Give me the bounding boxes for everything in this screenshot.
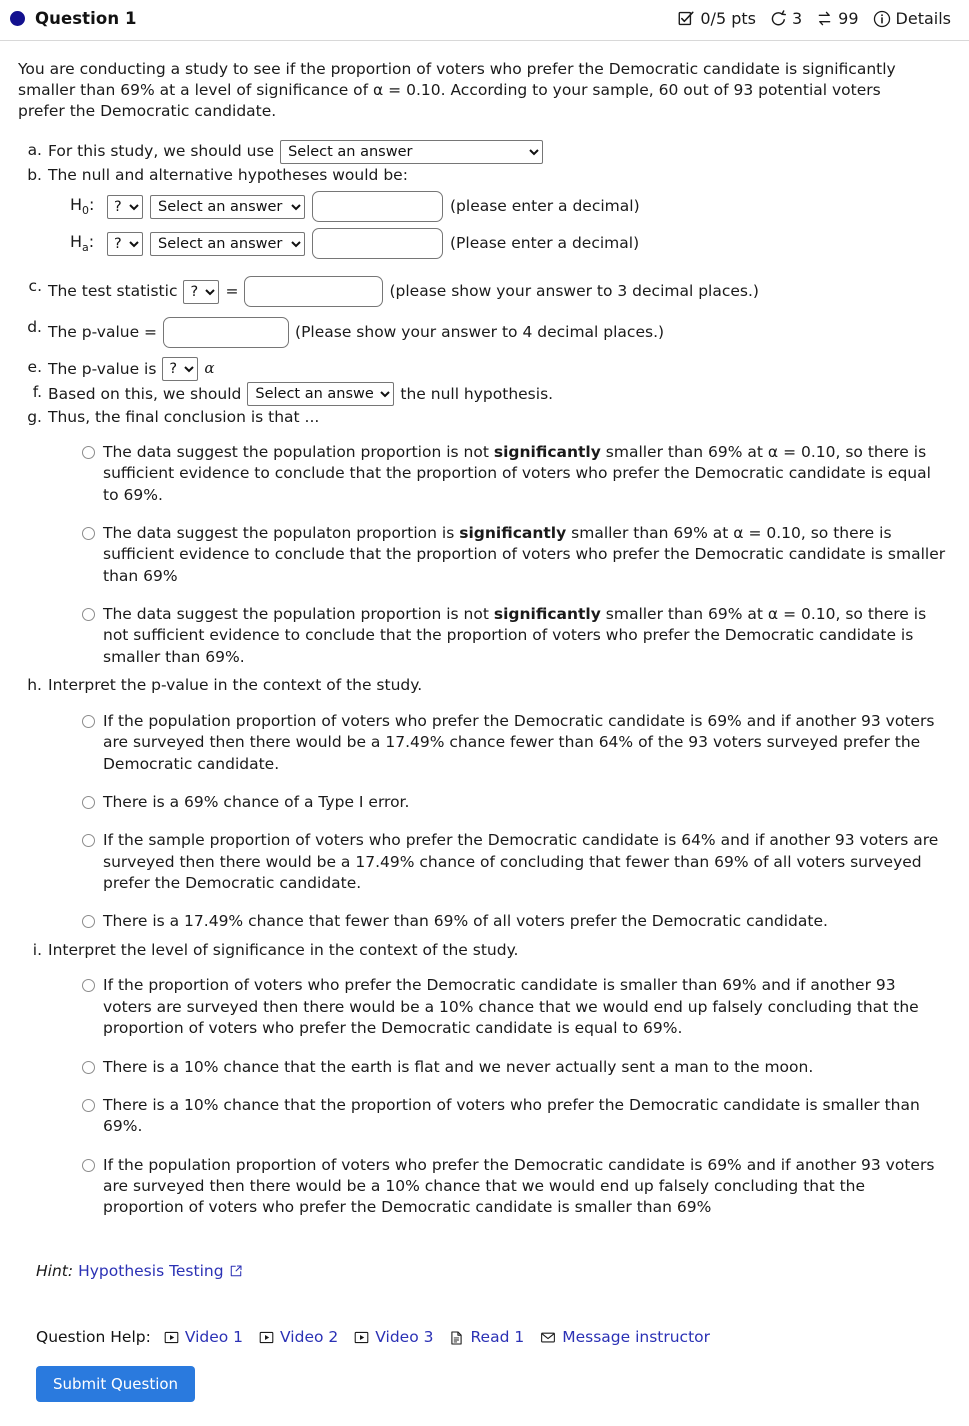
video-play-icon	[164, 1330, 179, 1345]
status-dot-icon	[10, 11, 25, 26]
versions-group	[816, 8, 858, 29]
null-value-input[interactable]	[312, 191, 443, 222]
details-label[interactable]: Details	[895, 9, 951, 29]
study-type-select[interactable]	[280, 140, 543, 164]
part-a-marker: a.	[27, 140, 42, 159]
p-value-interpretation-option-3[interactable]	[18, 830, 948, 894]
alpha-symbol: α	[204, 359, 215, 378]
significance-interpretation-option-1[interactable]	[18, 975, 948, 1039]
details-group[interactable]	[873, 8, 951, 29]
option-text-run: smaller than 69% at α = 0.10, so there is sufficient evidence to conclude that the proportion of voters who prefer the Democratic candidate is smaller than 69%	[103, 523, 946, 585]
part-h	[18, 674, 951, 696]
part-a-label: For this study, we should use	[48, 142, 275, 161]
radio-button-icon[interactable]	[82, 527, 95, 540]
conclusion-option-1[interactable]	[18, 442, 948, 506]
part-i-label: Interpret the level of significance in the context of the study.	[48, 940, 519, 959]
part-g	[18, 406, 951, 428]
p-value-interpretation-option-2[interactable]	[18, 792, 948, 813]
question-body	[0, 41, 969, 1426]
option-text-run: There is a 10% chance that the earth is flat and we never actually sent a man to the moon.	[103, 1057, 814, 1076]
help-item-read-1[interactable]	[449, 1327, 524, 1348]
option-text-run: If the population proportion of voters who prefer the Democratic candidate is 69% and if another 93 voters are surveyed then there would be a 17.49% chance fewer than 64% of the 93 voters surveyed prefer the Democratic candidate.	[103, 711, 935, 773]
radio-button-icon[interactable]	[82, 1159, 95, 1172]
option-text-run: There is a 69% chance of a Type I error.	[103, 792, 410, 811]
part-b	[18, 164, 951, 260]
external-link-icon[interactable]	[229, 1264, 243, 1278]
decision-select[interactable]	[247, 382, 394, 406]
significance-interpretation-option-4[interactable]	[18, 1155, 948, 1219]
significance-interpretation-option-3[interactable]	[18, 1095, 948, 1138]
emphasis-text: significantly	[459, 523, 567, 542]
test-statistic-note: (please show your answer to 3 decimal places.)	[389, 282, 759, 301]
p-value-note: (Please show your answer to 4 decimal places.)	[295, 323, 665, 342]
part-e-marker: e.	[27, 358, 42, 377]
part-f-label-before: Based on this, we should	[48, 384, 242, 403]
p-value-interpretation-option-4-label	[103, 911, 828, 932]
radio-button-icon[interactable]	[82, 915, 95, 928]
p-value-compare-select[interactable]	[162, 357, 198, 381]
part-h-marker: h.	[27, 676, 42, 695]
video-play-icon	[354, 1330, 369, 1345]
significance-interpretation-option-1-label	[103, 975, 948, 1039]
part-i	[18, 939, 951, 961]
null-hypothesis-label: $H_0$:	[70, 195, 95, 218]
significance-interpretation-option-2-label	[103, 1057, 813, 1078]
question-parts	[18, 139, 951, 428]
option-text-run: There is a 17.49% chance that fewer than 69% of all voters prefer the Democratic candidate.	[103, 912, 828, 931]
radio-button-icon[interactable]	[82, 1099, 95, 1112]
radio-button-icon[interactable]	[82, 1061, 95, 1074]
attempts-group	[770, 8, 802, 29]
help-item-video-1[interactable]	[164, 1327, 243, 1348]
help-item-message-instructor[interactable]	[540, 1327, 710, 1348]
question-parts-h	[18, 674, 951, 696]
score-value: 0/5 pts	[700, 9, 756, 29]
emphasis-text: significantly	[493, 605, 601, 624]
conclusion-option-3[interactable]	[18, 604, 948, 668]
option-text-run: The data suggest the population proportion is not	[103, 442, 494, 461]
alt-hypothesis-row	[70, 228, 951, 259]
radio-button-icon[interactable]	[82, 796, 95, 809]
p-value-interpretation-options	[18, 711, 951, 933]
radio-button-icon[interactable]	[82, 834, 95, 847]
part-e-label: The p-value is	[48, 359, 157, 378]
p-value-interpretation-option-3-label	[103, 830, 948, 894]
part-b-marker: b.	[27, 165, 42, 184]
info-circle-icon[interactable]	[873, 10, 891, 28]
part-d-label: The p-value =	[48, 323, 158, 342]
conclusion-option-2[interactable]	[18, 523, 948, 587]
significance-interpretation-options	[18, 975, 951, 1218]
null-hypothesis-row	[70, 191, 951, 222]
conclusion-option-2-label	[103, 523, 948, 587]
document-read-icon	[449, 1330, 464, 1346]
help-link-message-instructor[interactable]: Message instructor	[562, 1328, 711, 1347]
significance-interpretation-option-2[interactable]	[18, 1057, 948, 1078]
option-text-run: If the proportion of voters who prefer the Democratic candidate is smaller than 69% and if another 93 voters are surveyed then there would be a 10% chance that we would end up falsely concluding that the proportion of voters who prefer the Democratic candidate is equal to 69%.	[103, 976, 919, 1038]
conclusion-option-1-label	[103, 442, 948, 506]
part-g-marker: g.	[27, 408, 42, 427]
submit-question-button[interactable]: Submit Question	[36, 1366, 195, 1402]
test-statistic-input[interactable]	[244, 276, 383, 307]
video-play-icon	[259, 1330, 274, 1345]
checkbox-check-icon	[678, 10, 695, 27]
option-text-run: smaller than 69% at α = 0.10, so there is sufficient evidence to conclude that the proportion of voters who prefer the Democratic candidate is equal to 69%.	[103, 442, 931, 504]
shuffle-arrows-icon	[816, 10, 833, 27]
part-c-marker: c.	[28, 277, 42, 296]
submit-wrapper	[36, 1366, 951, 1426]
help-link-read-1[interactable]: Read 1	[470, 1328, 525, 1347]
radio-button-icon[interactable]	[82, 979, 95, 992]
help-item-video-2[interactable]	[259, 1327, 338, 1348]
help-link-video-1[interactable]: Video 1	[184, 1328, 244, 1347]
conclusion-option-3-label	[103, 604, 948, 668]
option-text-run: There is a 10% chance that the proportion of voters who prefer the Democratic candidate is smaller than 69%.	[103, 1095, 920, 1136]
test-statistic-equals: =	[225, 282, 239, 301]
alt-parameter-select[interactable]	[150, 232, 305, 256]
question-header-meta	[678, 8, 951, 29]
null-value-note: (please enter a decimal)	[450, 197, 640, 216]
question-header	[0, 0, 969, 41]
versions-value: 99	[838, 9, 859, 29]
p-value-interpretation-option-4[interactable]	[18, 911, 948, 932]
option-text-run: If the population proportion of voters who prefer the Democratic candidate is 69% and if another 93 voters are surveyed then there would be a 10% chance that we would end up falsely concluding that the proportion of voters who prefer the Democratic candidate is smaller than 69%	[103, 1155, 935, 1217]
significance-interpretation-option-3-label	[103, 1095, 948, 1138]
part-h-label: Interpret the p-value in the context of the study.	[48, 676, 423, 695]
part-d-marker: d.	[27, 318, 42, 337]
emphasis-text: significantly	[493, 442, 601, 461]
help-link-video-2[interactable]: Video 2	[280, 1328, 339, 1347]
null-symbol-select[interactable]	[107, 195, 143, 219]
question-prompt: You are conducting a study to see if the proportion of voters who prefer the Democratic candidate is significantly smaller than 69% at a level of significance of α = 0.10. According to your sample, 60 out of 93 potential voters prefer the Democratic candidate.	[18, 59, 896, 121]
part-i-marker: i.	[32, 940, 42, 959]
help-item-video-3[interactable]	[354, 1327, 433, 1348]
null-parameter-select[interactable]	[150, 195, 305, 219]
part-f-label-after: the null hypothesis.	[400, 384, 554, 403]
option-text-run: smaller than 69% at α = 0.10, so there is not sufficient evidence to conclude that the proportion of voters who prefer the Democratic candidate is smaller than 69%.	[103, 605, 927, 666]
p-value-interpretation-option-1-label	[103, 711, 948, 775]
alt-hypothesis-label: $H_a$:	[70, 232, 95, 255]
page-title: Question 1	[35, 9, 137, 28]
part-g-label: Thus, the final conclusion is that ...	[48, 408, 320, 427]
p-value-input[interactable]	[163, 317, 289, 348]
test-statistic-symbol-select[interactable]	[183, 280, 219, 304]
p-value-interpretation-option-2-label	[103, 792, 409, 813]
hint-row	[36, 1261, 951, 1282]
envelope-icon	[540, 1330, 556, 1345]
score-group	[678, 8, 756, 29]
question-parts-i	[18, 939, 951, 961]
part-d	[18, 316, 951, 348]
part-b-label: The null and alternative hypotheses would be:	[48, 165, 408, 184]
p-value-interpretation-option-1[interactable]	[18, 711, 948, 775]
hint-link[interactable]: Hypothesis Testing	[78, 1261, 224, 1280]
part-a	[18, 139, 951, 164]
part-f-marker: f.	[32, 383, 42, 402]
alt-symbol-select[interactable]	[107, 232, 143, 256]
question-help-row	[36, 1327, 951, 1348]
option-text-run: The data suggest the populaton proportion is	[103, 523, 460, 542]
significance-interpretation-option-4-label	[103, 1155, 948, 1219]
part-c-label: The test statistic	[48, 282, 178, 301]
part-c	[18, 275, 951, 307]
alt-value-note: (Please enter a decimal)	[450, 234, 640, 253]
option-text-run: The data suggest the population proportion is not	[103, 605, 494, 624]
radio-button-icon[interactable]	[82, 446, 95, 459]
part-e	[18, 356, 951, 381]
attempts-value: 3	[791, 9, 803, 29]
conclusion-options	[18, 442, 951, 668]
hint-label: Hint:	[36, 1261, 74, 1280]
radio-button-icon[interactable]	[82, 715, 95, 728]
question-help-label: Question Help:	[36, 1328, 151, 1347]
part-f	[18, 381, 951, 406]
history-arrow-icon	[770, 10, 787, 27]
alt-value-input[interactable]	[312, 228, 443, 259]
option-text-run: If the sample proportion of voters who prefer the Democratic candidate is 64% and if another 93 voters are surveyed then there would be a 17.49% chance of concluding that fewer than 69% of all voters surveyed prefer the Democratic candidate.	[103, 831, 939, 893]
help-link-video-3[interactable]: Video 3	[375, 1328, 434, 1347]
radio-button-icon[interactable]	[82, 608, 95, 621]
question-header-left	[10, 8, 137, 30]
